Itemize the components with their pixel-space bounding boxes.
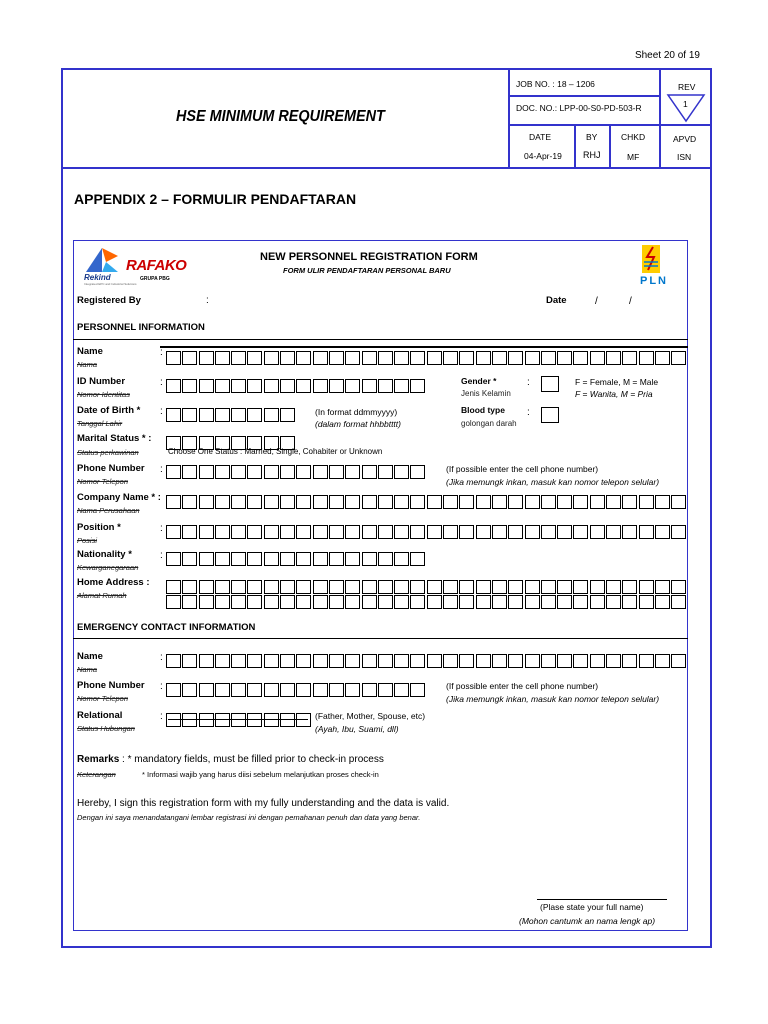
position-label: Position * <box>77 522 121 533</box>
by-value: RHJ <box>583 150 601 160</box>
home-address-sublabel: Alamat Rumah <box>77 591 127 600</box>
gender-note-en: F = Female, M = Male <box>575 377 659 387</box>
header-bottom-line <box>61 167 712 169</box>
relational-label: Relational <box>77 710 123 721</box>
gender-sublabel: Jenis Kelamin <box>461 389 511 398</box>
rekind-logo-icon <box>82 244 122 274</box>
phone-sublabel: Nomor Telepon <box>77 477 129 486</box>
relational-note-id: (Ayah, Ibu, Suami, dll) <box>315 724 399 734</box>
dob-format-id: (dalam format hhbbtttt) <box>315 419 401 429</box>
remarks-text: : * mandatory fields, must be filled prior to check-in process <box>122 754 384 765</box>
gender-note-id: F = Wanita, M = Pria <box>575 389 653 399</box>
rev-value: 1 <box>683 99 688 109</box>
emergency-phone-note-en: (If possible enter the cell phone number) <box>446 681 599 691</box>
date-field-label: Date <box>546 295 567 306</box>
emergency-phone-note-id: (Jika memungk inkan, masuk kan nomor telepon selular) <box>446 694 660 704</box>
rafako-logo-subtext: GRUPA PBG <box>140 276 170 282</box>
company-input[interactable] <box>166 495 688 509</box>
doc-number: DOC. NO.: LPP-00-S0-PD-503-R <box>516 103 642 113</box>
form-subtitle: FORM ULIR PENDAFTARAN PERSONAL BARU <box>283 266 451 275</box>
remarks-label: Remarks <box>77 754 120 765</box>
relational-sublabel: Status Hubungan <box>77 724 135 733</box>
home-address-input-line1[interactable] <box>166 580 688 594</box>
name-sublabel: Nama <box>77 360 98 369</box>
form-title: NEW PERSONNEL REGISTRATION FORM <box>260 251 478 263</box>
emergency-name-input[interactable] <box>166 654 688 668</box>
marital-status-label: Marital Status * : <box>77 433 152 444</box>
header-divider <box>508 68 510 168</box>
phone-label: Phone Number <box>77 463 145 474</box>
pln-logo-icon <box>641 244 661 274</box>
position-sublabel: Posisi <box>77 536 98 545</box>
dob-format-en: (In format ddmmyyyy) <box>315 407 398 417</box>
relational-note-en: (Father, Mother, Spouse, etc) <box>315 711 426 721</box>
gender-input[interactable] <box>541 376 559 392</box>
registered-by-label: Registered By <box>77 295 141 306</box>
nationality-label: Nationality * <box>77 549 132 560</box>
home-address-input-line2[interactable] <box>166 595 688 609</box>
pln-logo-text: PLN <box>640 275 668 287</box>
date-value: 04-Apr-19 <box>524 151 562 161</box>
document-title: HSE MINIMUM REQUIREMENT <box>176 108 385 125</box>
job-number: JOB NO. : 18 – 1206 <box>516 79 595 89</box>
declaration-en: Hereby, I sign this registration form with my fully understanding and the data is valid. <box>77 798 450 809</box>
rev-label: REV <box>678 82 696 92</box>
rekind-logo-text: Rekind <box>84 273 111 282</box>
apvd-label: APVD <box>673 134 697 144</box>
company-sublabel: Nama Perusahaan <box>77 506 140 515</box>
phone-note-en: (If possible enter the cell phone number) <box>446 464 599 474</box>
dob-input[interactable] <box>166 408 296 422</box>
dob-sublabel: Tanggal Lahir <box>77 419 123 428</box>
blood-type-sublabel: golongan darah <box>461 419 517 428</box>
phone-note-id: (Jika memungk inkan, masuk kan nomor telepon selular) <box>446 477 660 487</box>
emergency-phone-label: Phone Number <box>77 680 145 691</box>
emergency-name-sublabel: Nama <box>77 665 98 674</box>
name-label: Name <box>77 346 103 357</box>
rekind-logo-subtext: Integrated EPC and Industrial Solutions <box>84 282 137 286</box>
marital-status-note: Choose One Status : Married, Single, Cohabiter or Unknown <box>168 447 383 456</box>
signature-line[interactable] <box>537 899 667 900</box>
emergency-phone-sublabel: Nomor Telepon <box>77 694 129 703</box>
nationality-sublabel: Kewarganegaraan <box>77 563 139 572</box>
dob-label: Date of Birth * <box>77 405 141 416</box>
position-input[interactable] <box>166 525 688 539</box>
emergency-phone-input[interactable] <box>166 683 427 697</box>
rafako-logo: RAFAKO <box>126 257 187 274</box>
sheet-number: Sheet 20 of 19 <box>634 50 700 61</box>
signature-note-id: (Mohon cantumk an nama lengk ap) <box>519 916 656 926</box>
by-label: BY <box>586 132 598 142</box>
id-number-input[interactable] <box>166 379 427 393</box>
id-number-sublabel: Nomor Identitas <box>77 390 130 399</box>
name-input[interactable] <box>166 351 688 365</box>
id-number-label: ID Number <box>77 376 126 387</box>
company-label: Company Name * : <box>77 492 161 503</box>
marital-status-sublabel: Status perkawinan <box>77 448 139 457</box>
home-address-label: Home Address : <box>77 577 150 588</box>
chkd-label: CHKD <box>621 132 646 142</box>
personnel-section-title: PERSONNEL INFORMATION <box>77 322 205 333</box>
emergency-name-label: Name <box>77 651 103 662</box>
blood-type-label: Blood type <box>461 405 505 415</box>
date-label: DATE <box>529 132 552 142</box>
chkd-value: MF <box>627 152 640 162</box>
remarks-sublabel: Keterangan <box>77 770 116 779</box>
nationality-input[interactable] <box>166 552 427 566</box>
relational-input[interactable] <box>166 713 313 727</box>
signature-note-en: (Plase state your full name) <box>540 902 644 912</box>
emergency-section-title: EMERGENCY CONTACT INFORMATION <box>77 622 256 633</box>
remarks-sub-text: * Informasi wajib yang harus diisi sebelum melanjutkan proses check-in <box>142 770 379 779</box>
blood-type-input[interactable] <box>541 407 559 423</box>
gender-label: Gender * <box>461 376 497 386</box>
apvd-value: ISN <box>677 152 692 162</box>
declaration-id: Dengan ini saya menandatangani lembar registrasi ini dengan pemahanan penuh dan data yang benar. <box>77 813 421 822</box>
phone-input[interactable] <box>166 465 427 479</box>
appendix-title: APPENDIX 2 – FORMULIR PENDAFTARAN <box>74 191 357 207</box>
